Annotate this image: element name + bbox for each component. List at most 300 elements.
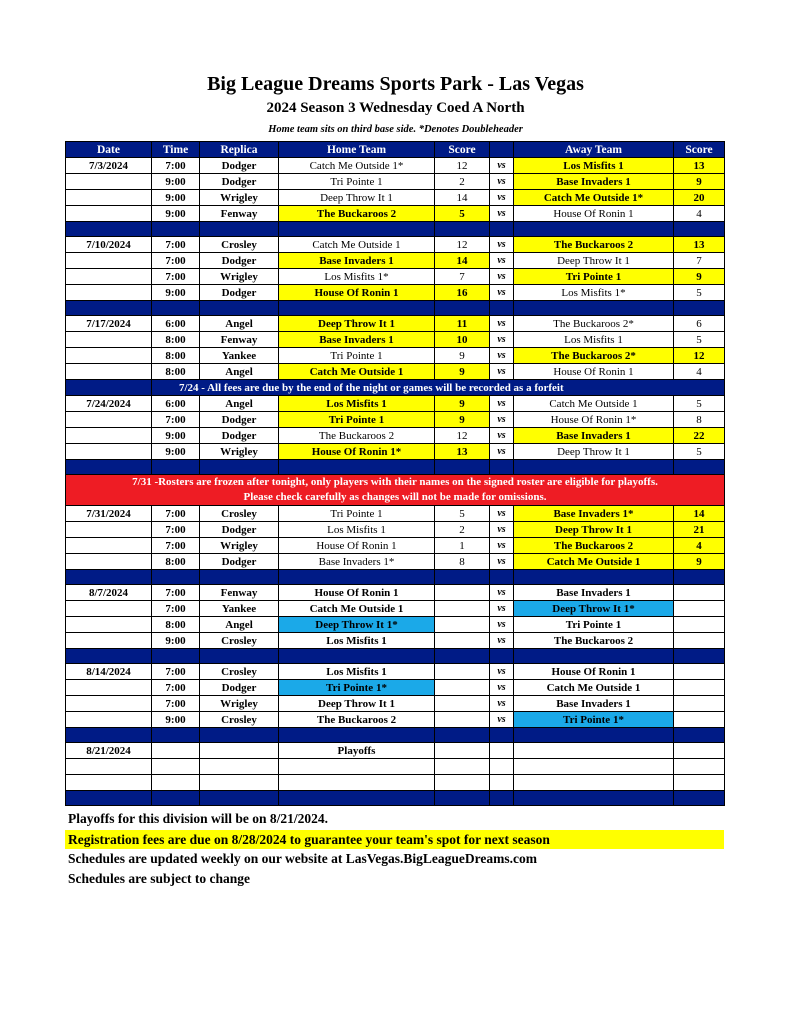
empty-cell bbox=[200, 743, 279, 759]
game-row bbox=[66, 680, 725, 696]
game-row bbox=[66, 253, 725, 269]
away-team: Deep Throw It 1 bbox=[514, 444, 674, 460]
game-time: 7:00 bbox=[152, 696, 200, 712]
empty-row bbox=[66, 775, 725, 791]
home-team: Base Invaders 1 bbox=[279, 253, 435, 269]
game-date: 7/10/2024 bbox=[66, 237, 152, 253]
game-field: Fenway bbox=[200, 585, 279, 601]
separator-cell bbox=[435, 301, 490, 316]
footer-website-note: Schedules are updated weekly on our website at LasVegas.BigLeagueDreams.com bbox=[68, 851, 538, 866]
away-score: 5 bbox=[674, 285, 725, 301]
game-date bbox=[66, 538, 152, 554]
game-time: 7:00 bbox=[152, 538, 200, 554]
game-time: 9:00 bbox=[152, 174, 200, 190]
game-time: 7:00 bbox=[152, 269, 200, 285]
away-team: Los Misfits 1 bbox=[514, 158, 674, 174]
home-score: 11 bbox=[435, 316, 490, 332]
game-field: Fenway bbox=[200, 206, 279, 222]
separator-cell bbox=[152, 728, 200, 743]
week-separator-row bbox=[66, 301, 725, 316]
home-team: Base Invaders 1* bbox=[279, 554, 435, 570]
home-team: House Of Ronin 1* bbox=[279, 444, 435, 460]
game-date bbox=[66, 253, 152, 269]
vs-label: vs bbox=[490, 444, 514, 460]
game-row bbox=[66, 712, 725, 728]
home-team: Tri Pointe 1 bbox=[279, 348, 435, 364]
empty-cell bbox=[490, 743, 514, 759]
game-row bbox=[66, 601, 725, 617]
home-score: 2 bbox=[435, 174, 490, 190]
game-time: 7:00 bbox=[152, 680, 200, 696]
game-time: 9:00 bbox=[152, 428, 200, 444]
vs-label: vs bbox=[490, 696, 514, 712]
home-score: 14 bbox=[435, 253, 490, 269]
game-row bbox=[66, 696, 725, 712]
game-time: 7:00 bbox=[152, 585, 200, 601]
vs-label: vs bbox=[490, 585, 514, 601]
game-row bbox=[66, 332, 725, 348]
home-team: Catch Me Outside 1* bbox=[279, 158, 435, 174]
game-row bbox=[66, 206, 725, 222]
game-time: 7:00 bbox=[152, 601, 200, 617]
home-team: The Buckaroos 2 bbox=[279, 428, 435, 444]
separator-cell bbox=[674, 222, 725, 237]
separator-cell bbox=[435, 791, 490, 806]
home-score: 13 bbox=[435, 444, 490, 460]
game-date bbox=[66, 190, 152, 206]
away-team: Tri Pointe 1 bbox=[514, 269, 674, 285]
game-field: Dodger bbox=[200, 253, 279, 269]
game-field: Dodger bbox=[200, 174, 279, 190]
game-row bbox=[66, 396, 725, 412]
game-field: Crosley bbox=[200, 664, 279, 680]
home-score bbox=[435, 633, 490, 649]
empty-cell bbox=[435, 775, 490, 791]
separator-cell bbox=[674, 791, 725, 806]
game-row bbox=[66, 617, 725, 633]
away-team: Deep Throw It 1 bbox=[514, 253, 674, 269]
away-score bbox=[674, 617, 725, 633]
game-date: 8/14/2024 bbox=[66, 664, 152, 680]
away-team: Deep Throw It 1 bbox=[514, 522, 674, 538]
vs-label: vs bbox=[490, 664, 514, 680]
game-row bbox=[66, 316, 725, 332]
schedule-body bbox=[66, 158, 725, 806]
game-field: Angel bbox=[200, 364, 279, 380]
col-header-time: Time bbox=[152, 142, 200, 158]
home-team: Deep Throw It 1 bbox=[279, 696, 435, 712]
separator-cell bbox=[66, 649, 152, 664]
separator-cell bbox=[200, 791, 279, 806]
away-team: The Buckaroos 2 bbox=[514, 633, 674, 649]
away-team: Catch Me Outside 1* bbox=[514, 190, 674, 206]
separator-cell bbox=[514, 570, 674, 585]
game-row bbox=[66, 348, 725, 364]
game-field: Angel bbox=[200, 617, 279, 633]
game-time: 9:00 bbox=[152, 285, 200, 301]
home-score: 7 bbox=[435, 269, 490, 285]
game-time: 8:00 bbox=[152, 348, 200, 364]
separator-cell bbox=[152, 649, 200, 664]
game-time: 7:00 bbox=[152, 158, 200, 174]
away-score: 4 bbox=[674, 364, 725, 380]
game-date bbox=[66, 412, 152, 428]
separator-cell bbox=[674, 460, 725, 475]
separator-cell bbox=[200, 301, 279, 316]
roster-alert-row bbox=[66, 475, 725, 506]
away-team: Base Invaders 1* bbox=[514, 506, 674, 522]
away-score: 22 bbox=[674, 428, 725, 444]
game-field: Wrigley bbox=[200, 269, 279, 285]
empty-cell bbox=[514, 759, 674, 775]
home-score: 1 bbox=[435, 538, 490, 554]
game-date bbox=[66, 269, 152, 285]
separator-cell bbox=[514, 222, 674, 237]
vs-label: vs bbox=[490, 206, 514, 222]
vs-label: vs bbox=[490, 364, 514, 380]
vs-label: vs bbox=[490, 269, 514, 285]
home-team: Catch Me Outside 1 bbox=[279, 601, 435, 617]
home-score: 14 bbox=[435, 190, 490, 206]
separator-cell bbox=[279, 222, 435, 237]
home-score: 5 bbox=[435, 506, 490, 522]
home-score bbox=[435, 712, 490, 728]
vs-label: vs bbox=[490, 332, 514, 348]
separator-cell bbox=[152, 570, 200, 585]
away-team: House Of Ronin 1 bbox=[514, 206, 674, 222]
game-field: Crosley bbox=[200, 506, 279, 522]
col-header-home-team: Home Team bbox=[279, 142, 435, 158]
separator-cell bbox=[152, 301, 200, 316]
vs-label: vs bbox=[490, 253, 514, 269]
away-team: Tri Pointe 1 bbox=[514, 617, 674, 633]
game-row bbox=[66, 412, 725, 428]
game-field: Fenway bbox=[200, 332, 279, 348]
home-team: Base Invaders 1 bbox=[279, 332, 435, 348]
away-team: Base Invaders 1 bbox=[514, 696, 674, 712]
game-row bbox=[66, 585, 725, 601]
game-row bbox=[66, 444, 725, 460]
game-time: 8:00 bbox=[152, 617, 200, 633]
away-score: 4 bbox=[674, 538, 725, 554]
roster-alert-line1: 7/31 -Rosters are frozen after tonight, only players with their names on the signed roster are eligible for playoffs. bbox=[132, 476, 658, 488]
game-date bbox=[66, 680, 152, 696]
home-team: Los Misfits 1 bbox=[279, 522, 435, 538]
vs-label: vs bbox=[490, 316, 514, 332]
away-team: Base Invaders 1 bbox=[514, 428, 674, 444]
separator-cell bbox=[279, 649, 435, 664]
away-team: The Buckaroos 2 bbox=[514, 237, 674, 253]
roster-alert bbox=[66, 475, 725, 506]
vs-label: vs bbox=[490, 506, 514, 522]
game-time: 7:00 bbox=[152, 664, 200, 680]
home-score: 16 bbox=[435, 285, 490, 301]
game-row bbox=[66, 269, 725, 285]
away-team: Catch Me Outside 1 bbox=[514, 396, 674, 412]
game-time: 9:00 bbox=[152, 444, 200, 460]
separator-cell bbox=[435, 649, 490, 664]
away-score bbox=[674, 712, 725, 728]
week-separator-row bbox=[66, 728, 725, 743]
away-score: 20 bbox=[674, 190, 725, 206]
away-team: Catch Me Outside 1 bbox=[514, 554, 674, 570]
footer-change-note: Schedules are subject to change bbox=[68, 871, 250, 886]
home-score: 12 bbox=[435, 237, 490, 253]
home-team: Deep Throw It 1 bbox=[279, 190, 435, 206]
game-date: 8/21/2024 bbox=[66, 743, 152, 759]
home-score bbox=[435, 696, 490, 712]
away-score: 7 bbox=[674, 253, 725, 269]
schedule-table bbox=[65, 141, 725, 806]
game-field: Dodger bbox=[200, 412, 279, 428]
game-time: 7:00 bbox=[152, 506, 200, 522]
away-score: 5 bbox=[674, 332, 725, 348]
separator-cell bbox=[490, 728, 514, 743]
away-team: Base Invaders 1 bbox=[514, 585, 674, 601]
game-date bbox=[66, 285, 152, 301]
separator-cell bbox=[514, 460, 674, 475]
game-field: Angel bbox=[200, 316, 279, 332]
separator-cell bbox=[152, 222, 200, 237]
empty-cell bbox=[66, 759, 152, 775]
away-team: The Buckaroos 2 bbox=[514, 538, 674, 554]
away-team: Base Invaders 1 bbox=[514, 174, 674, 190]
game-row bbox=[66, 633, 725, 649]
playoffs-label: Playoffs bbox=[279, 743, 435, 759]
col-header-replica: Replica bbox=[200, 142, 279, 158]
empty-cell bbox=[66, 775, 152, 791]
vs-label: vs bbox=[490, 428, 514, 444]
separator-cell bbox=[200, 460, 279, 475]
vs-label: vs bbox=[490, 348, 514, 364]
home-team: Tri Pointe 1* bbox=[279, 680, 435, 696]
vs-label: vs bbox=[490, 158, 514, 174]
game-date bbox=[66, 696, 152, 712]
game-time: 9:00 bbox=[152, 190, 200, 206]
vs-label: vs bbox=[490, 680, 514, 696]
separator-cell bbox=[279, 301, 435, 316]
game-time: 7:00 bbox=[152, 253, 200, 269]
fees-notice-row bbox=[66, 380, 725, 396]
game-time: 8:00 bbox=[152, 332, 200, 348]
col-header-vs bbox=[490, 142, 514, 158]
game-field: Wrigley bbox=[200, 190, 279, 206]
home-team: House Of Ronin 1 bbox=[279, 285, 435, 301]
separator-cell bbox=[435, 728, 490, 743]
page-title: Big League Dreams Sports Park - Las Vegas bbox=[207, 73, 584, 95]
game-row bbox=[66, 428, 725, 444]
home-score bbox=[435, 680, 490, 696]
game-date bbox=[66, 601, 152, 617]
empty-cell bbox=[514, 743, 674, 759]
home-team: Catch Me Outside 1 bbox=[279, 364, 435, 380]
separator-cell bbox=[435, 460, 490, 475]
separator-cell bbox=[66, 791, 152, 806]
table-header-row bbox=[66, 142, 725, 158]
away-score: 5 bbox=[674, 396, 725, 412]
game-date bbox=[66, 444, 152, 460]
empty-cell bbox=[674, 775, 725, 791]
away-team: Catch Me Outside 1 bbox=[514, 680, 674, 696]
game-date: 8/7/2024 bbox=[66, 585, 152, 601]
vs-label: vs bbox=[490, 554, 514, 570]
separator-cell bbox=[490, 791, 514, 806]
away-score: 9 bbox=[674, 174, 725, 190]
game-time: 9:00 bbox=[152, 712, 200, 728]
game-time: 7:00 bbox=[152, 237, 200, 253]
game-time: 8:00 bbox=[152, 554, 200, 570]
separator-cell bbox=[674, 649, 725, 664]
away-score: 12 bbox=[674, 348, 725, 364]
game-time: 6:00 bbox=[152, 316, 200, 332]
away-score: 4 bbox=[674, 206, 725, 222]
game-date bbox=[66, 617, 152, 633]
game-field: Dodger bbox=[200, 158, 279, 174]
schedule-note: Home team sits on third base side. *Denotes Doubleheader bbox=[268, 124, 523, 135]
game-date bbox=[66, 174, 152, 190]
away-team: Tri Pointe 1* bbox=[514, 712, 674, 728]
home-team: House Of Ronin 1 bbox=[279, 585, 435, 601]
empty-cell bbox=[279, 759, 435, 775]
separator-cell bbox=[279, 570, 435, 585]
home-team: Tri Pointe 1 bbox=[279, 412, 435, 428]
away-score: 8 bbox=[674, 412, 725, 428]
separator-cell bbox=[200, 570, 279, 585]
empty-cell bbox=[435, 759, 490, 775]
separator-cell bbox=[200, 728, 279, 743]
away-score: 5 bbox=[674, 444, 725, 460]
away-score: 6 bbox=[674, 316, 725, 332]
home-team: The Buckaroos 2 bbox=[279, 206, 435, 222]
separator-cell bbox=[435, 570, 490, 585]
game-row bbox=[66, 364, 725, 380]
vs-label: vs bbox=[490, 617, 514, 633]
empty-cell bbox=[674, 759, 725, 775]
game-field: Dodger bbox=[200, 285, 279, 301]
game-field: Wrigley bbox=[200, 444, 279, 460]
empty-cell bbox=[435, 743, 490, 759]
game-row bbox=[66, 506, 725, 522]
vs-label: vs bbox=[490, 396, 514, 412]
home-score bbox=[435, 664, 490, 680]
separator-cell bbox=[66, 222, 152, 237]
vs-label: vs bbox=[490, 190, 514, 206]
separator-cell bbox=[674, 301, 725, 316]
empty-cell bbox=[152, 743, 200, 759]
empty-cell bbox=[514, 775, 674, 791]
away-score: 13 bbox=[674, 158, 725, 174]
away-team: Los Misfits 1* bbox=[514, 285, 674, 301]
away-team: The Buckaroos 2* bbox=[514, 348, 674, 364]
game-date bbox=[66, 633, 152, 649]
home-team: Catch Me Outside 1 bbox=[279, 237, 435, 253]
game-date: 7/3/2024 bbox=[66, 158, 152, 174]
game-date bbox=[66, 348, 152, 364]
separator-cell bbox=[514, 301, 674, 316]
home-score: 10 bbox=[435, 332, 490, 348]
separator-cell bbox=[66, 570, 152, 585]
game-row bbox=[66, 190, 725, 206]
game-date: 7/24/2024 bbox=[66, 396, 152, 412]
game-time: 7:00 bbox=[152, 522, 200, 538]
home-team: The Buckaroos 2 bbox=[279, 712, 435, 728]
separator-cell bbox=[279, 728, 435, 743]
separator-cell bbox=[200, 222, 279, 237]
home-score: 9 bbox=[435, 364, 490, 380]
home-team: Tri Pointe 1 bbox=[279, 174, 435, 190]
vs-label: vs bbox=[490, 412, 514, 428]
empty-cell bbox=[200, 775, 279, 791]
home-team: Los Misfits 1 bbox=[279, 664, 435, 680]
vs-label: vs bbox=[490, 538, 514, 554]
game-row bbox=[66, 538, 725, 554]
game-time: 6:00 bbox=[152, 396, 200, 412]
vs-label: vs bbox=[490, 522, 514, 538]
separator-cell bbox=[490, 301, 514, 316]
away-score bbox=[674, 585, 725, 601]
game-date bbox=[66, 428, 152, 444]
game-field: Wrigley bbox=[200, 538, 279, 554]
empty-row bbox=[66, 759, 725, 775]
col-header-away-team: Away Team bbox=[514, 142, 674, 158]
home-score: 12 bbox=[435, 158, 490, 174]
game-time: 8:00 bbox=[152, 364, 200, 380]
away-score: 14 bbox=[674, 506, 725, 522]
away-score bbox=[674, 664, 725, 680]
game-field: Dodger bbox=[200, 522, 279, 538]
game-field: Crosley bbox=[200, 237, 279, 253]
game-row bbox=[66, 554, 725, 570]
away-score bbox=[674, 633, 725, 649]
game-date bbox=[66, 522, 152, 538]
away-team: The Buckaroos 2* bbox=[514, 316, 674, 332]
home-score bbox=[435, 585, 490, 601]
game-date: 7/17/2024 bbox=[66, 316, 152, 332]
notice-spacer bbox=[66, 380, 152, 396]
playoffs-row bbox=[66, 743, 725, 759]
game-time: 9:00 bbox=[152, 206, 200, 222]
vs-label: vs bbox=[490, 237, 514, 253]
vs-label: vs bbox=[490, 633, 514, 649]
game-time: 9:00 bbox=[152, 633, 200, 649]
separator-cell bbox=[152, 460, 200, 475]
week-separator-row bbox=[66, 649, 725, 664]
game-row bbox=[66, 285, 725, 301]
game-date bbox=[66, 712, 152, 728]
game-date bbox=[66, 332, 152, 348]
vs-label: vs bbox=[490, 601, 514, 617]
separator-cell bbox=[674, 570, 725, 585]
away-team: House Of Ronin 1 bbox=[514, 664, 674, 680]
home-score: 12 bbox=[435, 428, 490, 444]
away-score: 9 bbox=[674, 269, 725, 285]
empty-cell bbox=[490, 775, 514, 791]
home-team: Deep Throw It 1 bbox=[279, 316, 435, 332]
game-row bbox=[66, 158, 725, 174]
game-field: Yankee bbox=[200, 348, 279, 364]
game-row bbox=[66, 522, 725, 538]
separator-cell bbox=[490, 649, 514, 664]
home-score bbox=[435, 617, 490, 633]
fees-notice-text: 7/24 - All fees are due by the end of the night or games will be recorded as a forfeit bbox=[152, 380, 725, 396]
separator-cell bbox=[674, 728, 725, 743]
game-time: 7:00 bbox=[152, 412, 200, 428]
separator-cell bbox=[66, 728, 152, 743]
home-score: 9 bbox=[435, 412, 490, 428]
game-field: Wrigley bbox=[200, 696, 279, 712]
col-header-home-score: Score bbox=[435, 142, 490, 158]
separator-cell bbox=[490, 222, 514, 237]
